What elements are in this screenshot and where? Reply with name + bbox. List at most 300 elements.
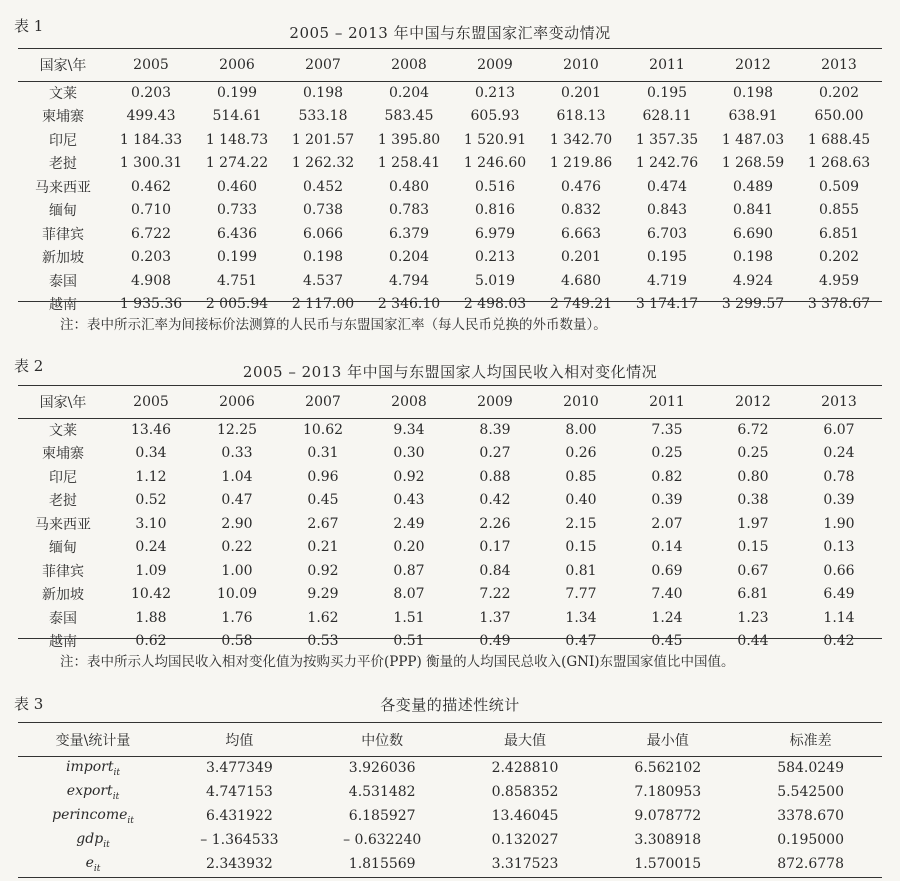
value-cell: 0.841 [732, 202, 774, 219]
value-cell: 7.40 [651, 586, 683, 603]
value-cell: 0.42 [823, 633, 855, 650]
country-cell: 文莱 [49, 422, 77, 439]
value-cell: 0.92 [393, 468, 425, 485]
value-cell: 7.77 [565, 586, 597, 603]
value-cell: 1 487.03 [721, 131, 785, 148]
value-cell: 0.199 [216, 249, 258, 266]
table3-body [18, 756, 882, 876]
value-cell: 6.663 [560, 225, 602, 242]
value-cell: 2.90 [221, 515, 253, 532]
value-cell: 1 268.59 [721, 155, 785, 172]
value-cell: 1.12 [135, 468, 167, 485]
value-cell: 0.201 [560, 249, 602, 266]
value-cell: 0.213 [474, 249, 516, 266]
value-cell: 0.816 [474, 202, 516, 219]
value-cell: 2 346.10 [377, 296, 441, 313]
table2-body [18, 418, 882, 653]
value-cell: 0.42 [479, 492, 511, 509]
value-cell: 1.97 [737, 515, 769, 532]
value-cell: 1 395.80 [377, 131, 441, 148]
table1-header-rule [18, 81, 882, 82]
header-year: 2007 [305, 394, 341, 410]
value-cell: 1 268.63 [807, 155, 871, 172]
country-cell: 新加坡 [42, 587, 84, 604]
value-cell: 0.489 [732, 178, 774, 195]
value-cell: 499.43 [126, 108, 176, 125]
value-cell: 4.537 [302, 272, 344, 289]
value-cell: 12.25 [216, 421, 258, 438]
value-cell: 650.00 [814, 108, 864, 125]
variable-cell [18, 804, 168, 828]
value-cell: 0.855 [818, 202, 860, 219]
value-cell: 1 201.57 [291, 131, 355, 148]
value-cell: 0.13 [823, 539, 855, 556]
header-year: 2007 [305, 57, 341, 73]
value-cell: 1 688.45 [807, 131, 871, 148]
header-year: 2010 [563, 57, 599, 73]
header-year: 2013 [821, 394, 857, 410]
table-row [18, 583, 882, 607]
value-cell: 1.00 [221, 562, 253, 579]
table3-bottom-rule [18, 877, 882, 878]
value-cell: 0.843 [646, 202, 688, 219]
header-year: 2013 [821, 57, 857, 73]
value-cell: 0.82 [651, 468, 683, 485]
value-cell: 6.066 [302, 225, 344, 242]
value-cell: 2 117.00 [291, 296, 355, 313]
value-cell: 0.516 [474, 178, 516, 195]
header-country-year: 国家\年 [39, 395, 87, 411]
table-row [18, 152, 882, 176]
table-row [18, 246, 882, 270]
value-cell: 1 242.76 [635, 155, 699, 172]
stat-value-cell: 13.46045 [491, 808, 559, 824]
table-row [18, 804, 882, 828]
header-year: 2005 [133, 57, 169, 73]
value-cell: 6.72 [737, 421, 769, 438]
variable-cell [18, 852, 168, 876]
value-cell: 10.42 [130, 586, 172, 603]
value-cell: 6.379 [388, 225, 430, 242]
value-cell: 605.93 [470, 108, 520, 125]
table-row [18, 269, 882, 293]
table2-header-rule [18, 418, 882, 419]
value-cell: 3 378.67 [807, 296, 871, 313]
country-cell: 柬埔寨 [42, 109, 84, 126]
stat-value-cell: 3.317523 [491, 856, 559, 872]
value-cell: 0.88 [479, 468, 511, 485]
value-cell: 0.195 [646, 84, 688, 101]
stat-value-cell: 2.343932 [205, 856, 273, 872]
table1-bottom-rule [18, 301, 882, 302]
table-row [18, 780, 882, 804]
header-year: 2012 [735, 57, 771, 73]
stat-value-cell: – 0.632240 [343, 832, 422, 848]
value-cell: 0.203 [130, 84, 172, 101]
value-cell: 0.195 [646, 249, 688, 266]
value-cell: 0.38 [737, 492, 769, 509]
table-row [18, 105, 882, 129]
country-cell: 新加坡 [42, 250, 84, 267]
value-cell: 6.690 [732, 225, 774, 242]
country-cell: 柬埔寨 [42, 446, 84, 463]
value-cell: 4.680 [560, 272, 602, 289]
value-cell: 3.10 [135, 515, 167, 532]
stat-value-cell: 3.308918 [634, 832, 702, 848]
table3-header-row [18, 723, 882, 756]
value-cell: 3 174.17 [635, 296, 699, 313]
table3-label: 表 3 [14, 695, 44, 713]
value-cell: 6.703 [646, 225, 688, 242]
country-cell: 越南 [49, 634, 77, 651]
value-cell: 0.476 [560, 178, 602, 195]
value-cell: 0.460 [216, 178, 258, 195]
value-cell: 2.67 [307, 515, 339, 532]
variable-name: gdp [76, 830, 104, 847]
value-cell: 0.17 [479, 539, 511, 556]
stat-value-cell: 4.531482 [348, 784, 416, 800]
value-cell: 0.45 [651, 633, 683, 650]
value-cell: 0.40 [565, 492, 597, 509]
stat-value-cell: – 1.364533 [200, 832, 279, 848]
variable-subscript: it [103, 839, 110, 850]
table1-body [18, 81, 882, 316]
header-year: 2011 [649, 394, 685, 410]
header-variable: 变量\统计量 [55, 732, 131, 749]
stat-value-cell: 2.428810 [491, 760, 559, 776]
variable-cell [18, 828, 168, 852]
value-cell: 1 342.70 [549, 131, 613, 148]
stat-value-cell: 9.078772 [634, 808, 702, 824]
value-cell: 0.51 [393, 633, 425, 650]
stat-value-cell: 7.180953 [634, 784, 702, 800]
table-row [18, 559, 882, 583]
table-row [18, 465, 882, 489]
value-cell: 0.58 [221, 633, 253, 650]
stat-value-cell: 3.477349 [205, 760, 273, 776]
value-cell: 0.14 [651, 539, 683, 556]
value-cell: 0.22 [221, 539, 253, 556]
value-cell: 0.25 [651, 445, 683, 462]
value-cell: 0.15 [737, 539, 769, 556]
value-cell: 0.33 [221, 445, 253, 462]
value-cell: 0.480 [388, 178, 430, 195]
value-cell: 0.26 [565, 445, 597, 462]
value-cell: 0.92 [307, 562, 339, 579]
value-cell: 514.61 [212, 108, 262, 125]
header-year: 2011 [649, 57, 685, 73]
value-cell: 4.959 [818, 272, 860, 289]
table3-header-rule [18, 756, 882, 757]
country-cell: 马来西亚 [35, 179, 91, 196]
table-row [18, 606, 882, 630]
table-row [18, 81, 882, 105]
value-cell: 1.23 [737, 609, 769, 626]
header-year: 2005 [133, 394, 169, 410]
stat-value-cell: 6.185927 [348, 808, 416, 824]
value-cell: 1 520.91 [463, 131, 527, 148]
country-cell: 菲律宾 [42, 563, 84, 580]
value-cell: 0.832 [560, 202, 602, 219]
value-cell: 7.35 [651, 421, 683, 438]
country-cell: 泰国 [49, 273, 77, 290]
header-year: 2008 [391, 394, 427, 410]
value-cell: 0.69 [651, 562, 683, 579]
value-cell: 9.34 [393, 421, 425, 438]
value-cell: 0.43 [393, 492, 425, 509]
value-cell: 2.49 [393, 515, 425, 532]
value-cell: 0.44 [737, 633, 769, 650]
value-cell: 0.509 [818, 178, 860, 195]
value-cell: 0.462 [130, 178, 172, 195]
stat-value-cell: 4.747153 [205, 784, 273, 800]
value-cell: 0.67 [737, 562, 769, 579]
value-cell: 9.29 [307, 586, 339, 603]
table1-note: 注：表中所示汇率为间接标价法测算的人民币与东盟国家汇率（每人民币兑换的外币数量）。 [60, 317, 607, 333]
table-row [18, 175, 882, 199]
value-cell: 0.198 [732, 249, 774, 266]
value-cell: 0.30 [393, 445, 425, 462]
value-cell: 0.24 [135, 539, 167, 556]
table-row [18, 128, 882, 152]
value-cell: 4.751 [216, 272, 258, 289]
value-cell: 0.203 [130, 249, 172, 266]
value-cell: 0.783 [388, 202, 430, 219]
table3-title: 各变量的描述性统计 [380, 696, 520, 714]
value-cell: 0.47 [221, 492, 253, 509]
stat-value-cell: 0.858352 [491, 784, 559, 800]
value-cell: 1 219.86 [549, 155, 613, 172]
table2-label: 表 2 [14, 357, 44, 375]
value-cell: 6.07 [823, 421, 855, 438]
header-year: 2006 [219, 57, 255, 73]
table-row [18, 489, 882, 513]
value-cell: 0.27 [479, 445, 511, 462]
value-cell: 0.87 [393, 562, 425, 579]
value-cell: 0.62 [135, 633, 167, 650]
value-cell: 0.39 [823, 492, 855, 509]
value-cell: 10.62 [302, 421, 344, 438]
value-cell: 0.738 [302, 202, 344, 219]
header-year: 2012 [735, 394, 771, 410]
value-cell: 0.39 [651, 492, 683, 509]
value-cell: 0.66 [823, 562, 855, 579]
value-cell: 1.88 [135, 609, 167, 626]
header-statistic: 均值 [225, 732, 254, 749]
table-row [18, 756, 882, 780]
value-cell: 0.24 [823, 445, 855, 462]
header-statistic: 最大值 [503, 732, 546, 749]
value-cell: 0.199 [216, 84, 258, 101]
value-cell: 0.49 [479, 633, 511, 650]
header-year: 2009 [477, 57, 513, 73]
table-row [18, 418, 882, 442]
value-cell: 2.07 [651, 515, 683, 532]
variable-cell [18, 756, 168, 780]
country-cell: 文莱 [49, 85, 77, 102]
stat-value-cell: 584.0249 [777, 760, 844, 776]
variable-subscript: it [112, 791, 120, 802]
value-cell: 1 935.36 [119, 296, 183, 313]
header-year: 2006 [219, 394, 255, 410]
value-cell: 1.14 [823, 609, 855, 626]
stat-value-cell: 5.542500 [777, 784, 844, 800]
value-cell: 4.924 [732, 272, 774, 289]
value-cell: 0.474 [646, 178, 688, 195]
value-cell: 1 262.32 [291, 155, 355, 172]
value-cell: 4.719 [646, 272, 688, 289]
value-cell: 6.49 [823, 586, 855, 603]
stat-value-cell: 0.132027 [491, 832, 559, 848]
value-cell: 6.979 [474, 225, 516, 242]
table-row [18, 852, 882, 876]
table2 [18, 386, 882, 653]
country-cell: 越南 [49, 297, 77, 314]
stat-value-cell: 1.570015 [634, 856, 702, 872]
table-row [18, 222, 882, 246]
value-cell: 0.20 [393, 539, 425, 556]
value-cell: 0.84 [479, 562, 511, 579]
header-year: 2010 [563, 394, 599, 410]
stat-value-cell: 3378.670 [777, 808, 844, 824]
variable-name: perincome [52, 806, 128, 823]
value-cell: 533.18 [298, 108, 348, 125]
value-cell: 0.96 [307, 468, 339, 485]
header-country-year: 国家\年 [39, 58, 87, 74]
value-cell: 7.22 [479, 586, 511, 603]
value-cell: 0.25 [737, 445, 769, 462]
value-cell: 0.198 [732, 84, 774, 101]
table-row [18, 199, 882, 223]
value-cell: 2.26 [479, 515, 511, 532]
value-cell: 10.09 [216, 586, 258, 603]
value-cell: 628.11 [642, 108, 692, 125]
value-cell: 0.710 [130, 202, 172, 219]
country-cell: 菲律宾 [42, 226, 84, 243]
value-cell: 1.51 [393, 609, 425, 626]
value-cell: 2.15 [565, 515, 597, 532]
stat-value-cell: 1.815569 [348, 856, 416, 872]
value-cell: 2 498.03 [463, 296, 527, 313]
value-cell: 1.37 [479, 609, 511, 626]
country-cell: 马来西亚 [35, 516, 91, 533]
value-cell: 0.47 [565, 633, 597, 650]
stat-value-cell: 6.431922 [205, 808, 273, 824]
value-cell: 0.81 [565, 562, 597, 579]
value-cell: 0.198 [302, 84, 344, 101]
table1 [18, 49, 882, 316]
value-cell: 0.204 [388, 84, 430, 101]
value-cell: 8.39 [479, 421, 511, 438]
value-cell: 2 005.94 [205, 296, 269, 313]
value-cell: 0.80 [737, 468, 769, 485]
table-row [18, 512, 882, 536]
value-cell: 0.78 [823, 468, 855, 485]
header-statistic: 中位数 [361, 732, 404, 749]
variable-subscript: it [127, 815, 134, 826]
value-cell: 0.31 [307, 445, 339, 462]
value-cell: 583.45 [384, 108, 434, 125]
value-cell: 0.452 [302, 178, 344, 195]
value-cell: 2 749.21 [549, 296, 613, 313]
country-cell: 印尼 [49, 132, 77, 149]
value-cell: 0.201 [560, 84, 602, 101]
value-cell: 3 299.57 [721, 296, 785, 313]
value-cell: 0.45 [307, 492, 339, 509]
value-cell: 0.213 [474, 84, 516, 101]
country-cell: 老挝 [49, 493, 77, 510]
value-cell: 618.13 [556, 108, 606, 125]
value-cell: 1.34 [565, 609, 597, 626]
value-cell: 0.198 [302, 249, 344, 266]
header-year: 2008 [391, 57, 427, 73]
value-cell: 1.76 [221, 609, 253, 626]
value-cell: 6.81 [737, 586, 769, 603]
variable-name: import [66, 758, 114, 775]
value-cell: 1.24 [651, 609, 683, 626]
variable-cell [18, 780, 168, 804]
variable-name: export [66, 782, 113, 799]
country-cell: 缅甸 [49, 203, 77, 220]
stat-value-cell: 872.6778 [777, 856, 844, 872]
value-cell: 0.53 [307, 633, 339, 650]
country-cell: 老挝 [49, 156, 77, 173]
value-cell: 0.34 [135, 445, 167, 462]
value-cell: 5.019 [474, 272, 516, 289]
value-cell: 1 357.35 [635, 131, 699, 148]
country-cell: 泰国 [49, 610, 77, 627]
value-cell: 0.15 [565, 539, 597, 556]
value-cell: 0.21 [307, 539, 339, 556]
table1-title: 2005 – 2013 年中国与东盟国家汇率变动情况 [289, 24, 611, 42]
country-cell: 缅甸 [49, 540, 77, 557]
header-year: 2009 [477, 394, 513, 410]
value-cell: 1 148.73 [205, 131, 269, 148]
value-cell: 8.07 [393, 586, 425, 603]
table-row [18, 828, 882, 852]
value-cell: 1.90 [823, 515, 855, 532]
value-cell: 0.52 [135, 492, 167, 509]
value-cell: 6.722 [130, 225, 172, 242]
table1-header-row [18, 49, 882, 81]
value-cell: 1.62 [307, 609, 339, 626]
value-cell: 8.00 [565, 421, 597, 438]
value-cell: 0.85 [565, 468, 597, 485]
value-cell: 0.202 [818, 84, 860, 101]
table2-bottom-rule [18, 638, 882, 639]
table2-title: 2005 – 2013 年中国与东盟国家人均国民收入相对变化情况 [242, 363, 658, 381]
value-cell: 6.436 [216, 225, 258, 242]
table1-label: 表 1 [14, 17, 44, 35]
variable-name: e [85, 854, 94, 871]
value-cell: 4.908 [130, 272, 172, 289]
header-statistic: 标准差 [789, 732, 832, 749]
value-cell: 4.794 [388, 272, 430, 289]
stat-value-cell: 0.195000 [777, 832, 844, 848]
table3 [18, 723, 882, 876]
value-cell: 6.851 [818, 225, 860, 242]
value-cell: 1 274.22 [205, 155, 269, 172]
table2-header-row [18, 386, 882, 418]
value-cell: 1 184.33 [119, 131, 183, 148]
value-cell: 13.46 [130, 421, 172, 438]
variable-subscript: it [113, 767, 120, 778]
value-cell: 0.733 [216, 202, 258, 219]
stat-value-cell: 6.562102 [634, 760, 702, 776]
value-cell: 1.04 [221, 468, 253, 485]
header-statistic: 最小值 [646, 732, 689, 749]
stat-value-cell: 3.926036 [348, 760, 416, 776]
